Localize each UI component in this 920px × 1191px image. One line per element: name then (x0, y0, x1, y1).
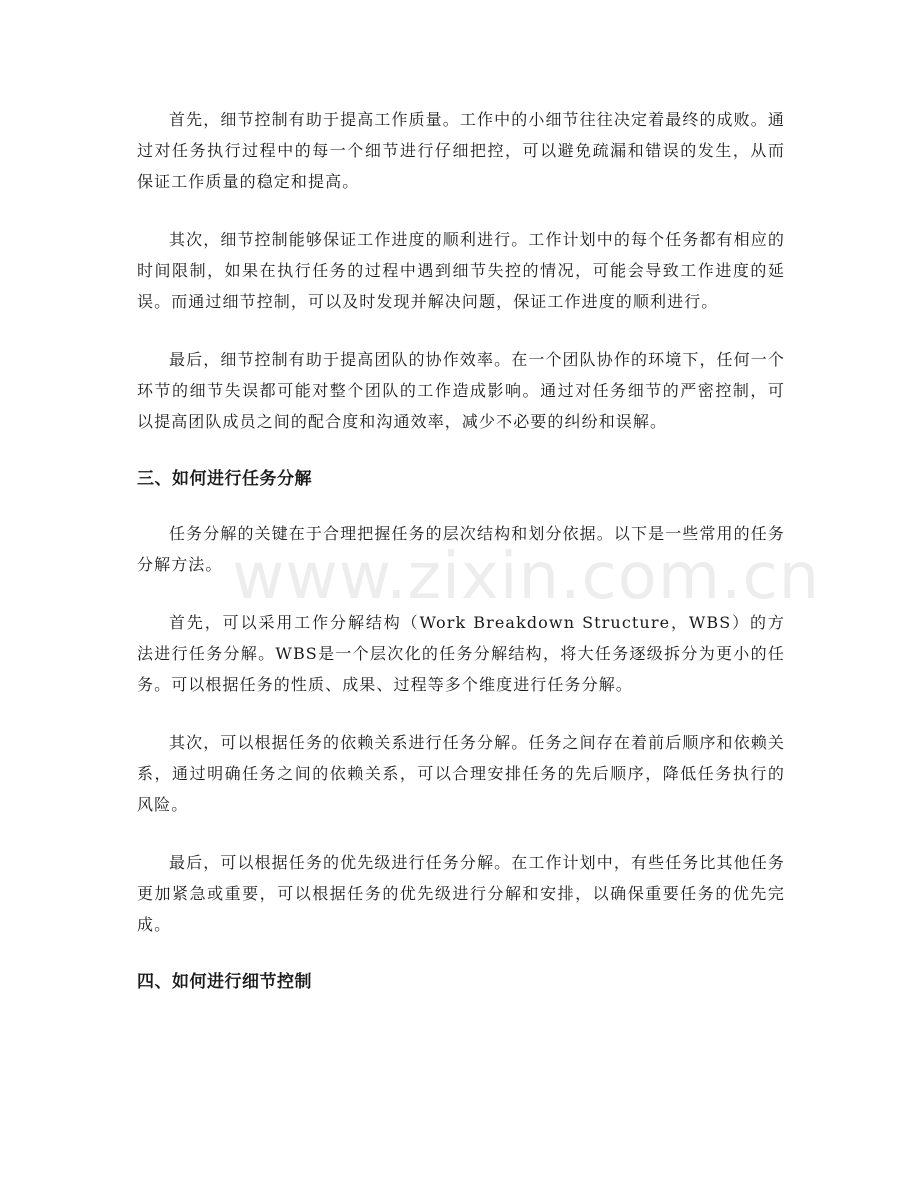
watermark-text: www.zixin.com.cn (232, 540, 821, 614)
paragraph-wbs: 首先，可以采用工作分解结构（Work Breakdown Structure，WBS）的方法进行任务分解。WBS是一个层次化的任务分解结构，将大任务逐级拆分为更小的任务。可以根据任务的性质、成果、过程等多个维度进行任务分解。 (137, 613, 785, 694)
paragraph-priority: 最后，可以根据任务的优先级进行任务分解。在工作计划中，有些任务比其他任务更加紧急或重要，可以根据任务的优先级进行分解和安排，以确保重要任务的优先完成。 (137, 853, 785, 934)
paragraph-decomposition-intro: 任务分解的关键在于合理把握任务的层次结构和划分依据。以下是一些常用的任务分解方法。 (137, 524, 785, 574)
paragraph-teamwork: 最后，细节控制有助于提高团队的协作效率。在一个团队协作的环境下，任何一个环节的细节失误都可能对整个团队的工作造成影响。通过对任务细节的严密控制，可以提高团队成员之间的配合度和沟通效率，减少不必要的纠纷和误解。 (137, 350, 785, 431)
paragraph-progress: 其次，细节控制能够保证工作进度的顺利进行。工作计划中的每个任务都有相应的时间限制，如果在执行任务的过程中遇到细节失控的情况，可能会导致工作进度的延误。而通过细节控制，可以及时发现并解决问题，保证工作进度的顺利进行。 (137, 230, 785, 311)
section-heading-task-decomposition: 三、如何进行任务分解 (137, 469, 312, 489)
paragraph-dependency: 其次，可以根据任务的依赖关系进行任务分解。任务之间存在着前后顺序和依赖关系，通过明确任务之间的依赖关系，可以合理安排任务的先后顺序，降低任务执行的风险。 (137, 733, 785, 814)
paragraph-quality: 首先，细节控制有助于提高工作质量。工作中的小细节往往决定着最终的成败。通过对任务执行过程中的每一个细节进行仔细把控，可以避免疏漏和错误的发生，从而保证工作质量的稳定和提高。 (137, 110, 785, 191)
document-body (137, 104, 785, 1021)
section-heading-detail-control: 四、如何进行细节控制 (137, 972, 312, 992)
